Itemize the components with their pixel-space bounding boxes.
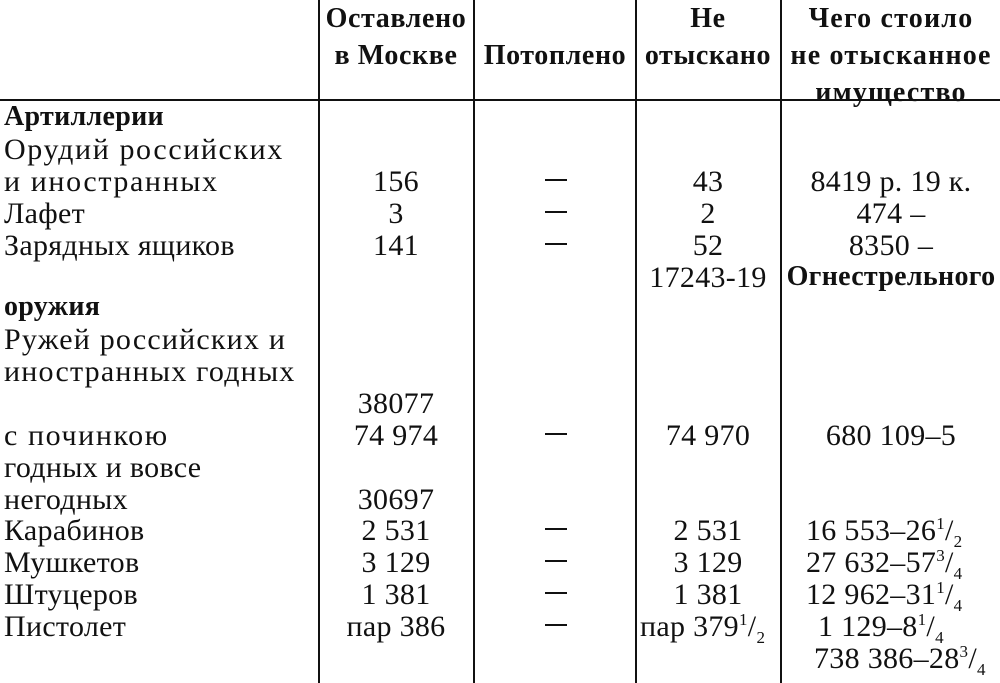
row-muskets-sunk [545,560,567,562]
row-rifles-label-4: годных и вовсе [4,451,202,484]
row-rifles-cost: 680 109–5 [825,419,957,452]
row-stutzers-left: 1 381 [361,578,431,611]
artillery-total: 17243-19 [649,261,767,294]
section-firearms-a: Огнестрельного [786,261,996,292]
row-muskets-left: 3 129 [361,546,431,579]
row-rifles-left-a: 38077 [357,387,435,420]
row-rifles-sunk [545,433,567,435]
row-rifles-left-c: 30697 [357,483,435,516]
row-guns-label-2: и иностранных [4,165,219,198]
row-stutzers-label: Штуцеров [4,578,138,611]
row-rifles-label-2: иностранных годных [4,355,296,388]
header-cost: Чего стоило не отысканное имущество [790,3,992,108]
firearms-total: 738 $386-28^3/_4$ [814,642,986,679]
section-artillery: Артиллерии [4,101,164,132]
row-carbines-sunk [545,528,567,530]
header-not-found: Не отыскано [644,3,772,71]
row-guns-cost: 8419 р. 19 к. [810,165,972,198]
row-muskets-missing: 3 129 [673,546,743,579]
row-carbines-missing: 2 531 [673,514,743,547]
row-boxes-left: 141 [373,229,419,262]
row-rifles-label-5: негодных [4,483,128,516]
row-muskets-cost: 27 $632-57^3/_4$ [806,546,963,583]
row-pistols-cost: 1 $129-8^1/_4$ [818,610,944,647]
row-carbines-label: Карабинов [4,514,145,547]
row-pistols-sunk [545,624,567,626]
row-guns-missing: 43 [692,165,724,198]
row-stutzers-sunk [545,592,567,594]
row-lafet-label: Лафет [4,197,86,230]
row-lafet-sunk [545,211,567,213]
row-boxes-missing: 52 [692,229,724,262]
row-stutzers-cost: 12 $962-31^1/_4$ [806,578,963,615]
row-guns-label-1: Орудий российских [4,133,284,166]
section-firearms-b: оружия [4,291,101,322]
row-guns-sunk [545,179,567,181]
row-pistols-label: Пистолет [4,610,127,643]
header-left-in-moscow: Оставлено в Москве [325,3,467,71]
row-lafet-cost: 474 – [856,197,926,230]
row-boxes-cost: 8350 – [848,229,934,262]
row-lafet-left: 3 [388,197,404,230]
row-rifles-left-b: 74 974 [353,419,439,452]
row-carbines-left: 2 531 [361,514,431,547]
row-guns-left: 156 [373,165,419,198]
row-carbines-cost: 16 $553-26^1/_2$ [806,514,963,551]
row-pistols-missing: пар $379^1/_2$ [640,610,766,647]
header-sunk: Потоплено [483,40,627,71]
row-rifles-label-1: Ружей российских и [4,323,287,356]
row-stutzers-missing: 1 381 [673,578,743,611]
row-rifles-label-3: с починкою [4,419,169,452]
row-lafet-missing: 2 [700,197,716,230]
row-boxes-label: Зарядных ящиков [4,229,235,262]
column-divider-2 [473,0,475,683]
row-rifles-missing: 74 970 [665,419,751,452]
row-muskets-label: Мушкетов [4,546,140,579]
row-pistols-left: пар 386 [346,610,446,643]
row-boxes-sunk [545,243,567,245]
